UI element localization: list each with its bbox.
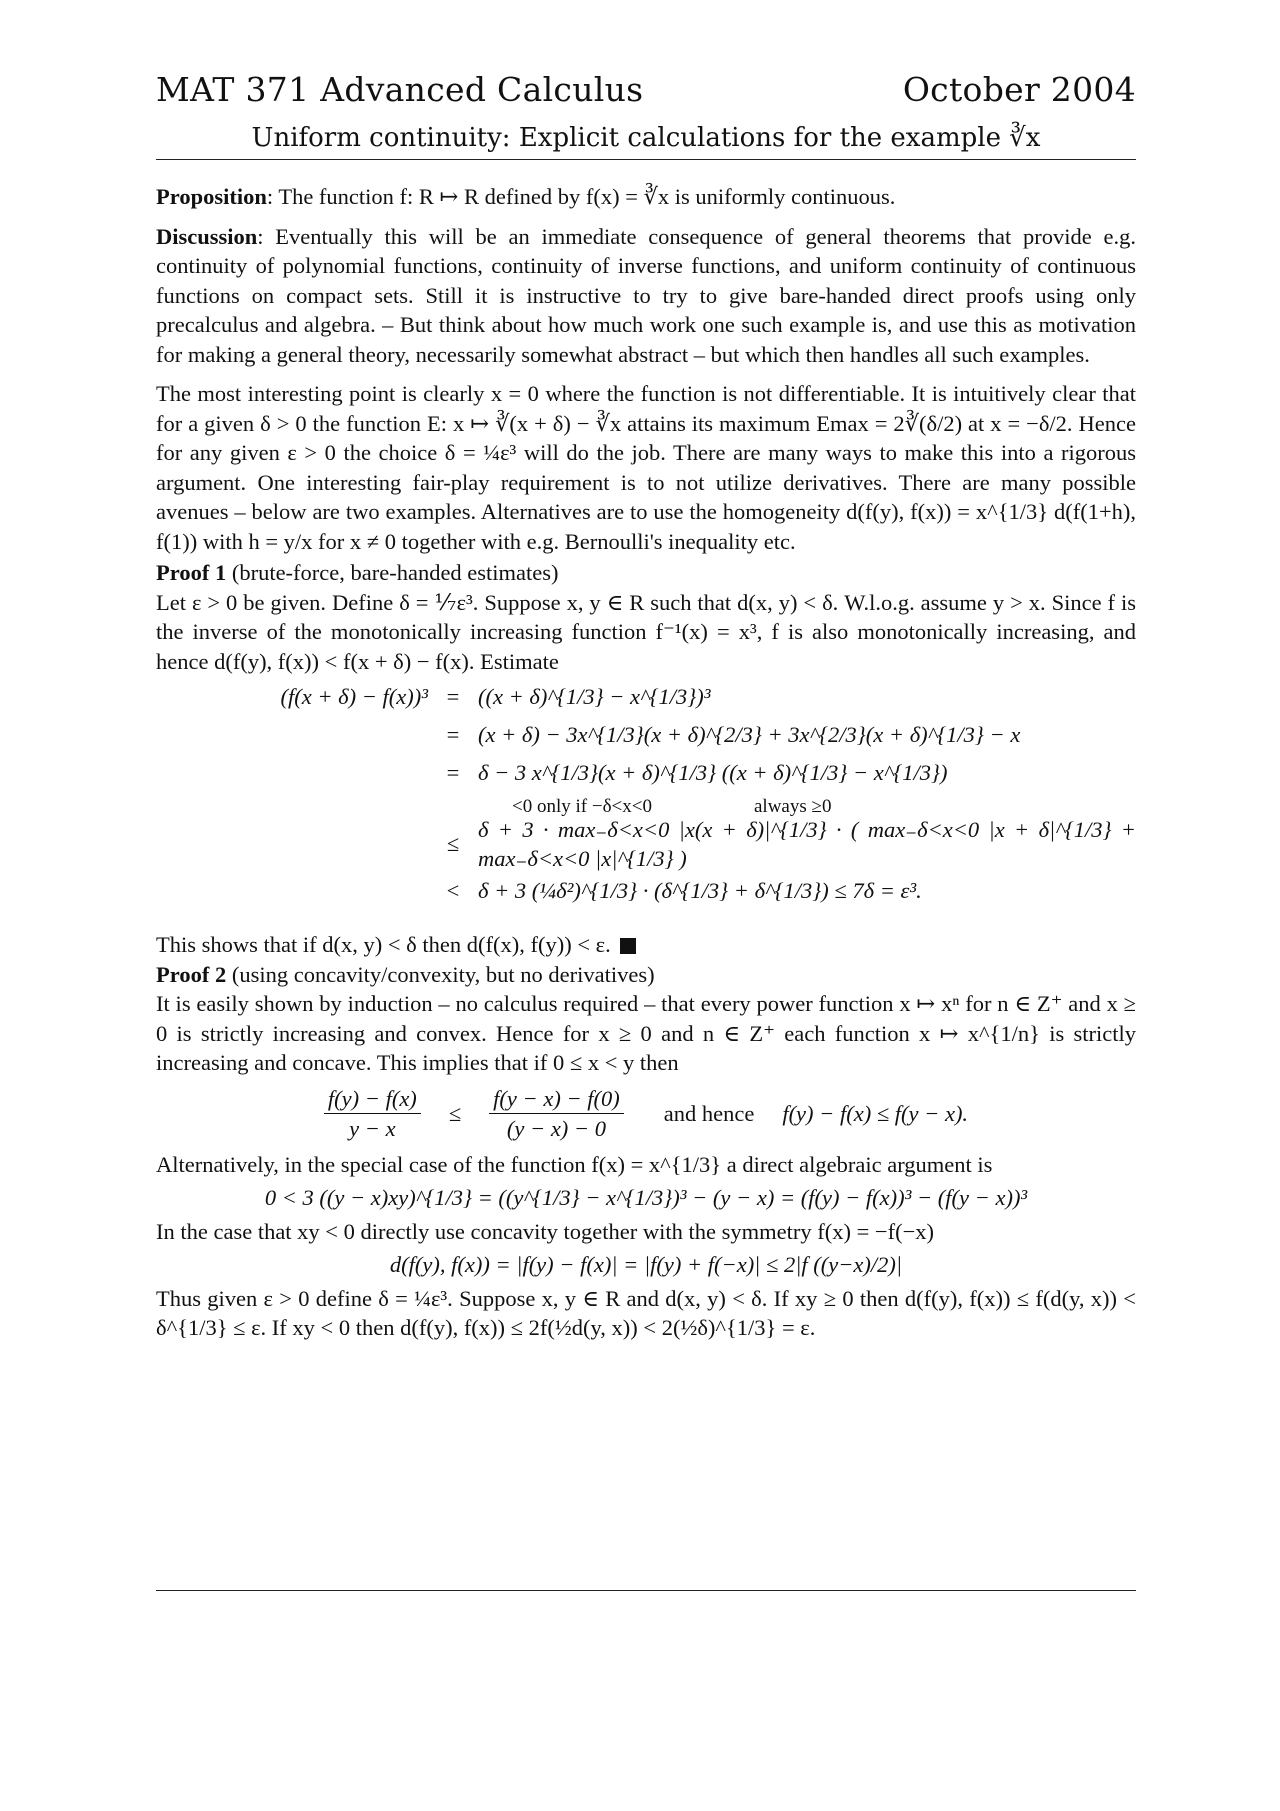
equation-rhs: δ − 3 x^{1/3}(x + δ)^{1/3} ((x + δ)^{1/3} − x^{1/3}) — [478, 760, 948, 785]
proof2-heading — [156, 960, 1136, 990]
discussion-text: : Eventually this will be an immediate consequence of general theorems that provide e.g. continuity of polynomial functions, continuity of inverse functions, and uniform continuity of continuous functions on compact sets. Still it is instructive to try to give bare-handed direct proofs using only precalculus and algebra. – But think about how much work one such example is, and use this as motivation for making a general theory, necessarily somewhat abstract – but which then handles all such examples. — [156, 223, 1136, 367]
algebraic-identity: 0 < 3 ((y − x)xy)^{1/3} = ((y^{1/3} − x^{1/3})³ − (y − x) = (f(y) − f(x))³ − (f(y − x))³ — [264, 1185, 1028, 1210]
equation-relation: = — [446, 684, 460, 709]
concavity-inequality: $\frac{f(y) - f(x)}{y - x}$ ≤ $\frac{f(y - x) - f(0)}{(y - x) - 0}$ and hence f(y) − f(x) ≤ f(y − x). — [156, 1084, 1136, 1144]
document-subtitle: Uniform continuity: Explicit calculations for the example ∛x — [156, 123, 1136, 160]
proof1-equation-block — [156, 682, 1136, 916]
proposition — [156, 182, 1136, 212]
proof2-label: Proof 2 — [156, 961, 227, 987]
proof2-final: Thus given ε > 0 define δ = ¼ε³. Suppose x, y ∈ R and d(x, y) < δ. If xy ≥ 0 then d(f(y), f(x)) ≤ f(d(y, x)) < δ^{1/3} ≤ ε. If xy < 0 then d(f(y), f(x)) ≤ 2f(½d(y, x)) < 2(½δ)^{1/3} = ε. — [156, 1285, 1136, 1340]
equation-row — [156, 720, 1136, 758]
alternative-text: Alternatively, in the special case of the function f(x) = x^{1/3} a direct algebraic argument is — [156, 1151, 993, 1177]
proposition-text: : The function f: R ↦ R defined by f(x) = ∛x is uniformly continuous. — [266, 184, 896, 209]
proof1-heading — [156, 558, 1136, 588]
fraction-numerator: f(y − x) − f(0) — [489, 1084, 624, 1115]
equation-row — [156, 758, 1136, 792]
equation-relation: = — [446, 760, 460, 785]
document-page — [156, 70, 1136, 1343]
proposition-label: Proposition — [156, 184, 267, 209]
equation-row — [156, 682, 1136, 720]
fraction-left — [324, 1084, 421, 1144]
equation-rhs: ((x + δ)^{1/3} − x^{1/3})³ — [478, 684, 711, 709]
equation-row — [156, 816, 1136, 871]
equation-row — [156, 866, 1136, 916]
equation-rhs: δ + 3 (¼δ²)^{1/3} · (δ^{1/3} + δ^{1/3}) ≤ 7δ = ε³. — [478, 878, 922, 904]
document-body — [156, 182, 1136, 1343]
proof1-conclusion-text: This shows that if d(x, y) < δ then d(f(x), f(y)) < ε. — [156, 932, 611, 957]
discussion — [156, 222, 1136, 370]
proof1-text: Let ε > 0 be given. Define δ = ⅐ε³. Suppose x, y ∈ R such that d(x, y) < δ. W.l.o.g. assume y > x. Since f is the inverse of the monotonically increasing function f⁻¹(x) = x³, f is also monotonically increasing, and hence d(f(y), f(x)) < f(x + δ) − f(x). Estimate — [156, 589, 1136, 674]
fraction-denominator: (y − x) − 0 — [506, 1116, 606, 1141]
equation-rhs: (x + δ) − 3x^{1/3}(x + δ)^{2/3} + 3x^{2/3}(x + δ)^{1/3} − x — [478, 722, 1021, 747]
page-header — [156, 70, 1136, 109]
equation-rhs: δ + 3 · max₋δ<x<0 |x(x + δ)|^{1/3} · ( max₋δ<x<0 |x + δ|^{1/3} + max₋δ<x<0 |x|^{1/3} ) — [478, 816, 1136, 871]
equation-relation: = — [446, 722, 460, 747]
proof1-conclusion — [156, 930, 1136, 960]
fraction-denominator: y − x — [349, 1116, 396, 1141]
and-hence-text: and hence — [663, 1100, 755, 1126]
proof1-label: Proof 1 — [156, 560, 227, 585]
underbrace-right-label: always ≥0 — [754, 796, 832, 817]
fraction-right — [489, 1084, 624, 1144]
header-date: October 2004 — [902, 70, 1136, 109]
discussion-label: Discussion — [156, 223, 258, 249]
symmetry-equation: d(f(y), f(x)) = |f(y) − f(x)| = |f(y) + f(−x)| ≤ 2|f ((y−x)/2)| — [389, 1252, 903, 1277]
equation-lhs: (f(x + δ) − f(x))³ — [280, 684, 428, 709]
equation-relation: ≤ — [446, 831, 460, 857]
symmetry-case-text: In the case that xy < 0 directly use concavity together with the symmetry f(x) = −f(−x) — [156, 1218, 935, 1244]
bottom-rule — [156, 1590, 1136, 1591]
proof1-title: (brute-force, bare-handed estimates) — [226, 560, 559, 585]
proof2-title: (using concavity/convexity, but no derivatives) — [226, 961, 655, 987]
underbrace-left-label: <0 only if −δ<x<0 — [512, 796, 652, 817]
qed-square-icon — [620, 938, 636, 954]
proof2-text: It is easily shown by induction – no calculus required – that every power function x ↦ xⁿ for n ∈ Z⁺ and x ≥ 0 is strictly increasing and convex. Hence for x ≥ 0 and n ∈ Z⁺ each function x ↦ x^{1/n} is strictly increasing and concave. This implies that if 0 ≤ x < y then — [156, 991, 1136, 1075]
fraction-numerator: f(y) − f(x) — [324, 1084, 421, 1115]
equation-relation: < — [446, 878, 460, 904]
interesting-point-paragraph: The most interesting point is clearly x = 0 where the function is not differentiable. It is intuitively clear that for a given δ > 0 the function E: x ↦ ∛(x + δ) − ∛x attains its maximum Emax = 2∛(δ/2) at x = −δ/2. Hence for any given ε > 0 the choice δ = ¼ε³ will do the job. There are many ways to make this into a rigorous argument. One interesting fair-play requirement is to not utilize derivatives. There are many possible avenues – below are two examples. Alternatives are to use the homogeneity d(f(y), f(x)) = x^{1/3} d(f(1+h), f(1)) with h = y/x for x ≠ 0 together with e.g. Bernoulli's inequality etc. — [156, 381, 1136, 554]
course-title: MAT 371 Advanced Calculus — [156, 70, 644, 109]
subadditivity-inequality: f(y) − f(x) ≤ f(y − x). — [782, 1100, 969, 1126]
